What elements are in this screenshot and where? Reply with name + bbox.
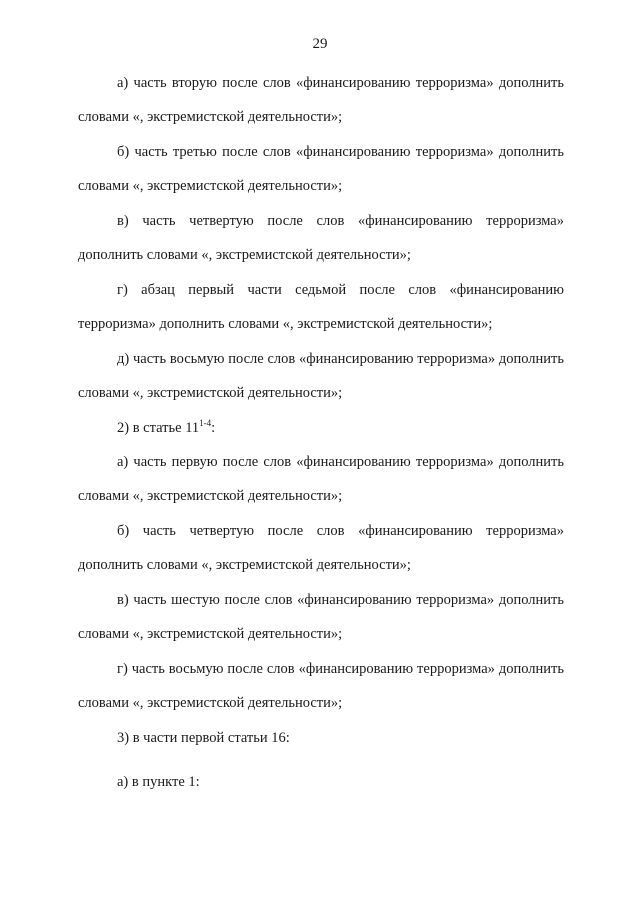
paragraph-1d: д) часть восьмую после слов «финансированию терроризма» дополнить словами «, экстремистской деятельности»;	[78, 351, 564, 401]
paragraph-2v: в) часть шестую после слов «финансированию терроризма» дополнить словами «, экстремистской деятельности»;	[78, 592, 564, 642]
page-number: 29	[312, 36, 328, 52]
item-2-superscript: 1-4	[199, 418, 212, 428]
paragraph-item-3a: а) в пункте 1:	[117, 774, 200, 790]
paragraph-1v: в) часть четвертую после слов «финансированию терроризма» дополнить словами «, экстремистской деятельности»;	[78, 213, 564, 263]
paragraph-2a: а) часть первую после слов «финансированию терроризма» дополнить словами «, экстремистской деятельности»;	[78, 454, 564, 504]
paragraph-item-2	[78, 411, 564, 445]
item-2-suffix: :	[211, 420, 216, 436]
paragraph-2g: г) часть восьмую после слов «финансированию терроризма» дополнить словами «, экстремистской деятельности»;	[78, 661, 564, 711]
paragraph-item-3: 3) в части первой статьи 16:	[117, 730, 290, 746]
item-2-prefix: 2) в статье 11	[117, 420, 200, 436]
paragraph-2b: б) часть четвертую после слов «финансированию терроризма» дополнить словами «, экстремистской деятельности»;	[78, 523, 564, 573]
paragraph-1g: г) абзац первый части седьмой после слов «финансированию терроризма» дополнить словами «, экстремистской деятельности»;	[78, 282, 564, 332]
paragraph-1a: а) часть вторую после слов «финансированию терроризма» дополнить словами «, экстремистской деятельности»;	[78, 75, 564, 125]
paragraph-1b: б) часть третью после слов «финансированию терроризма» дополнить словами «, экстремистской деятельности»;	[78, 144, 564, 194]
